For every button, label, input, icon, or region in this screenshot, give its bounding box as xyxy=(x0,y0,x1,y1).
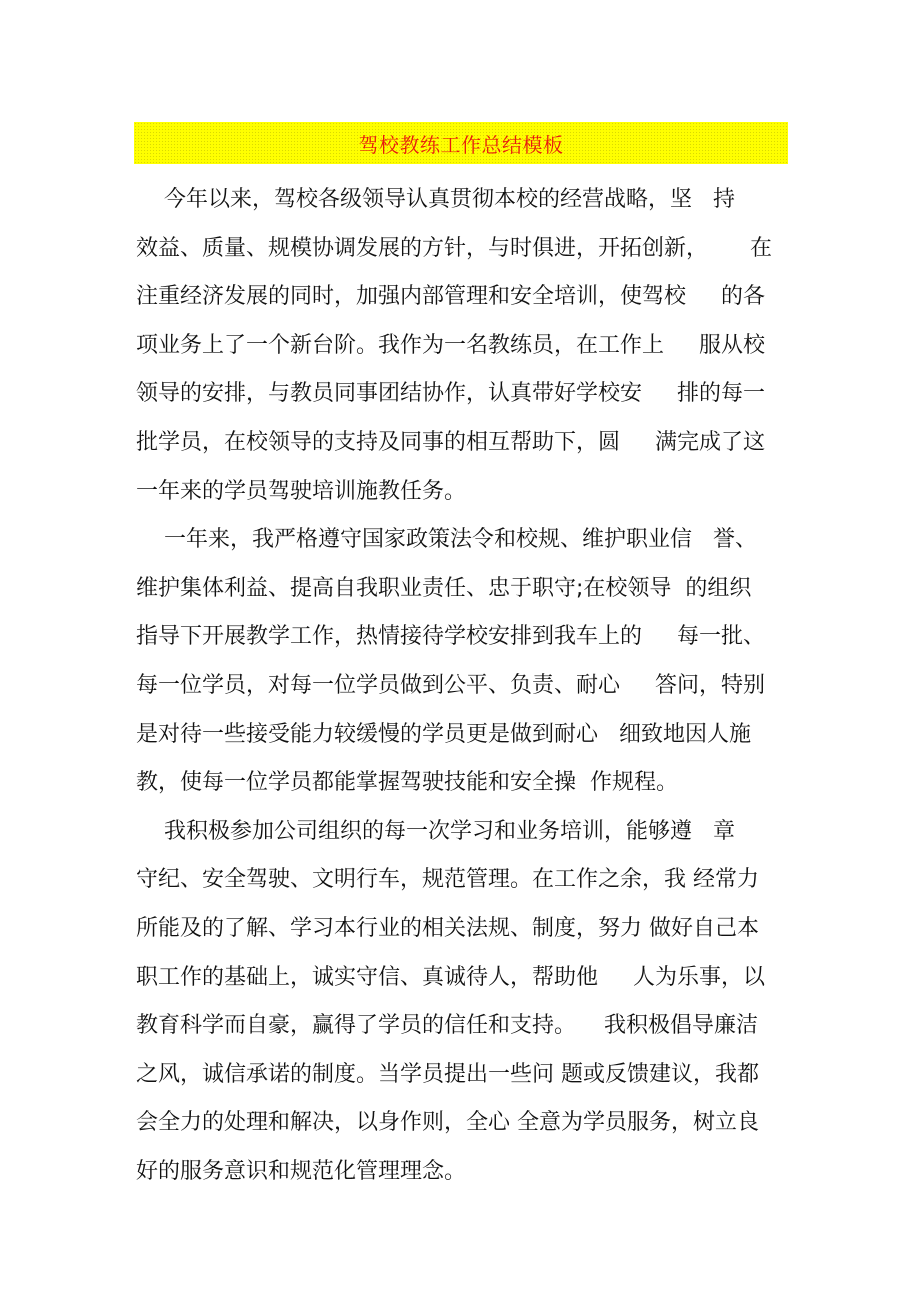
paragraph-1-line-4: 项业务上了一个新台阶。我作为一名教练员，在工作上 服从校 xyxy=(136,332,765,358)
paragraph-2-line-2: 维护集体利益、提高自我职业责任、忠于职守;在校领导 的组织 xyxy=(136,575,752,601)
paragraph-1-line-3: 注重经济发展的同时，加强内部管理和安全培训，使驾校 的各 xyxy=(136,284,765,310)
document-body xyxy=(136,176,796,1196)
paragraph-2-line-6: 教，使每一位学员都能掌握驾驶技能和安全操 作规程。 xyxy=(136,770,678,796)
paragraph-2-line-3: 指导下开展教学工作，热情接待学校安排到我车上的 每一批、 xyxy=(136,624,765,650)
paragraph-3-line-8: 好的服务意识和规范化管理理念。 xyxy=(136,1158,467,1184)
paragraph-1-line-5: 领导的安排，与教员同事团结协作，认真带好学校安 排的每一 xyxy=(136,381,765,407)
paragraph-1-line-6: 批学员，在校领导的支持及同事的相互帮助下，圆 满完成了这 xyxy=(136,429,765,455)
document-title: 驾校教练工作总结模板 xyxy=(358,132,564,157)
paragraph-2-line-4: 每一位学员，对每一位学员做到公平、负责、耐心 答问，特别 xyxy=(136,672,765,698)
paragraph-3-line-2: 守纪、安全驾驶、文明行车，规范管理。在工作之余，我 经常力 xyxy=(136,867,759,893)
paragraph-1-line-7: 一年来的学员驾驶培训施教任务。 xyxy=(136,478,467,504)
paragraph-3-line-1: 我积极参加公司组织的每一次学习和业务培训，能够遵 章 xyxy=(136,818,735,844)
paragraph-1-line-1: 今年以来，驾校各级领导认真贯彻本校的经营战略，坚 持 xyxy=(136,187,735,212)
paragraph-3-line-4: 职工作的基础上，诚实守信、真诚待人，帮助他 人为乐事，以 xyxy=(136,964,765,990)
paragraph-3-line-5: 教育科学而自豪，赢得了学员的信任和支持。 我积极倡导廉洁 xyxy=(136,1013,758,1039)
paragraph-3-line-3: 所能及的了解、学习本行业的相关法规、制度，努力 做好自己本 xyxy=(136,915,759,941)
paragraph-3-line-7: 会全力的处理和解决，以身作则，全心 全意为学员服务，树立良 xyxy=(136,1110,759,1136)
paragraph-2-line-5: 是对待一些接受能力较缓慢的学员更是做到耐心 细致地因人施 xyxy=(136,721,751,747)
paragraph-1-line-2: 效益、质量、规模协调发展的方针，与时俱进，开拓创新， 在 xyxy=(136,235,772,261)
paragraph-2-line-1: 一年来，我严格遵守国家政策法令和校规、维护职业信 誉、 xyxy=(136,527,757,553)
title-banner xyxy=(134,122,788,164)
paragraph-3-line-6: 之风，诚信承诺的制度。当学员提出一些问 题或反馈建议，我都 xyxy=(136,1061,759,1087)
